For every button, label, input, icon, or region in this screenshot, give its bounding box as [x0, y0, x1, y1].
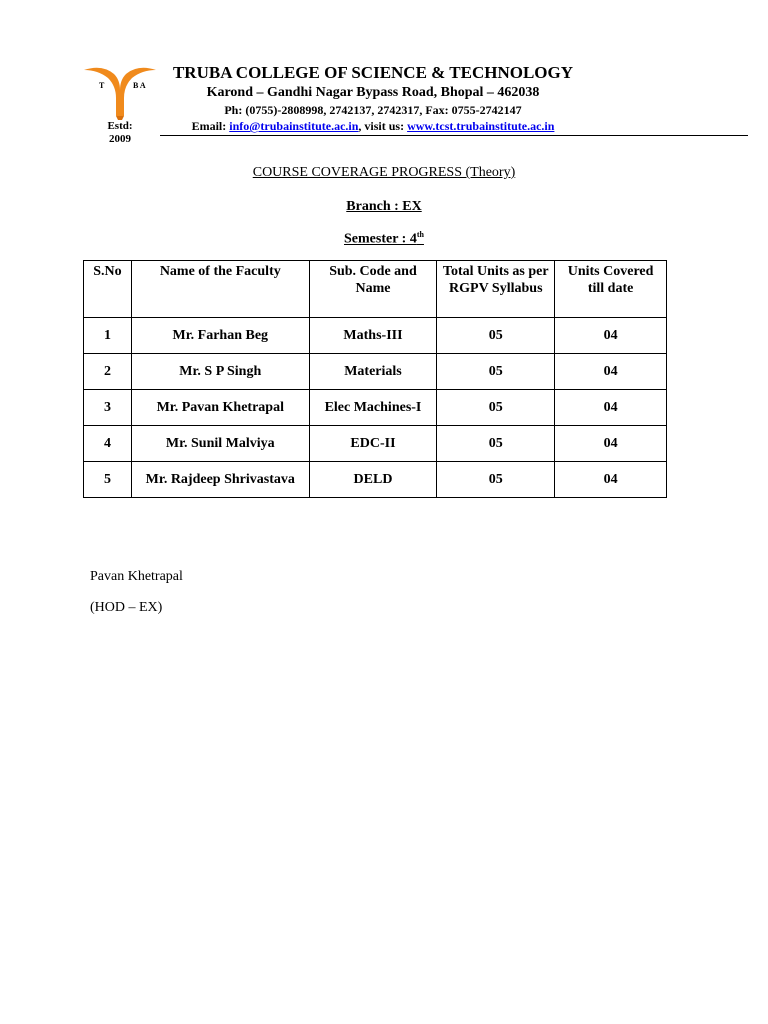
- cell-subject: Maths-III: [309, 318, 437, 354]
- college-name: TRUBA COLLEGE OF SCIENCE & TECHNOLOGY: [172, 63, 574, 82]
- document-title: COURSE COVERAGE PROGRESS (Theory): [252, 165, 516, 180]
- cell-faculty: Mr. Pavan Khetrapal: [131, 390, 309, 426]
- header-divider: [160, 135, 748, 136]
- cell-subject: Materials: [309, 354, 437, 390]
- table-row: [84, 426, 667, 462]
- cell-units-covered: 04: [555, 390, 667, 426]
- cell-subject: Elec Machines-I: [309, 390, 437, 426]
- signatory-role: (HOD – EX): [90, 600, 163, 615]
- logo-letter-ba: B A: [133, 81, 146, 90]
- header-sno: S.No: [84, 261, 132, 318]
- cell-faculty: Mr. Rajdeep Shrivastava: [131, 462, 309, 498]
- cell-total-units: 05: [437, 390, 555, 426]
- header-faculty: Name of the Faculty: [131, 261, 309, 318]
- table-row: [84, 354, 667, 390]
- table-row: [84, 318, 667, 354]
- cell-sno: 4: [84, 426, 132, 462]
- website-link[interactable]: www.tcst.trubainstitute.ac.in: [407, 119, 555, 133]
- cell-total-units: 05: [437, 462, 555, 498]
- cell-faculty: Mr. S P Singh: [131, 354, 309, 390]
- cell-subject: EDC-II: [309, 426, 437, 462]
- email-link[interactable]: info@trubainstitute.ac.in: [229, 119, 359, 133]
- cell-sno: 5: [84, 462, 132, 498]
- college-contact: Email: info@trubainstitute.ac.in, visit us: www.tcst.trubainstitute.ac.in: [191, 119, 555, 133]
- signatory-name: Pavan Khetrapal: [90, 569, 183, 584]
- header-units-covered: Units Covered till date: [555, 261, 667, 318]
- cell-faculty: Mr. Sunil Malviya: [131, 426, 309, 462]
- college-address: Karond – Gandhi Nagar Bypass Road, Bhopal – 462038: [206, 85, 540, 100]
- cell-sno: 2: [84, 354, 132, 390]
- cell-total-units: 05: [437, 318, 555, 354]
- header-total-units: Total Units as per RGPV Syllabus: [437, 261, 555, 318]
- college-logo: [82, 64, 158, 148]
- logo-letter-t: T: [99, 81, 105, 90]
- table-row: [84, 390, 667, 426]
- cell-subject: DELD: [309, 462, 437, 498]
- college-header: [160, 62, 586, 134]
- cell-total-units: 05: [437, 426, 555, 462]
- cell-units-covered: 04: [555, 354, 667, 390]
- college-phone: Ph: (0755)-2808998, 2742137, 2742317, Fax: 0755-2742147: [224, 103, 522, 117]
- cell-faculty: Mr. Farhan Beg: [131, 318, 309, 354]
- cell-units-covered: 04: [555, 462, 667, 498]
- cell-units-covered: 04: [555, 318, 667, 354]
- header-subject: Sub. Code and Name: [309, 261, 437, 318]
- semester-label: Semester : 4th: [344, 230, 424, 247]
- cell-sno: 3: [84, 390, 132, 426]
- cell-total-units: 05: [437, 354, 555, 390]
- cell-sno: 1: [84, 318, 132, 354]
- table-header-row: [84, 261, 667, 318]
- cell-units-covered: 04: [555, 426, 667, 462]
- table-row: [84, 462, 667, 498]
- branch-label: Branch : EX: [346, 199, 422, 214]
- coverage-table: [83, 260, 667, 498]
- estd-label: Estd: 2009: [107, 120, 133, 145]
- truba-emblem-icon: [82, 64, 158, 120]
